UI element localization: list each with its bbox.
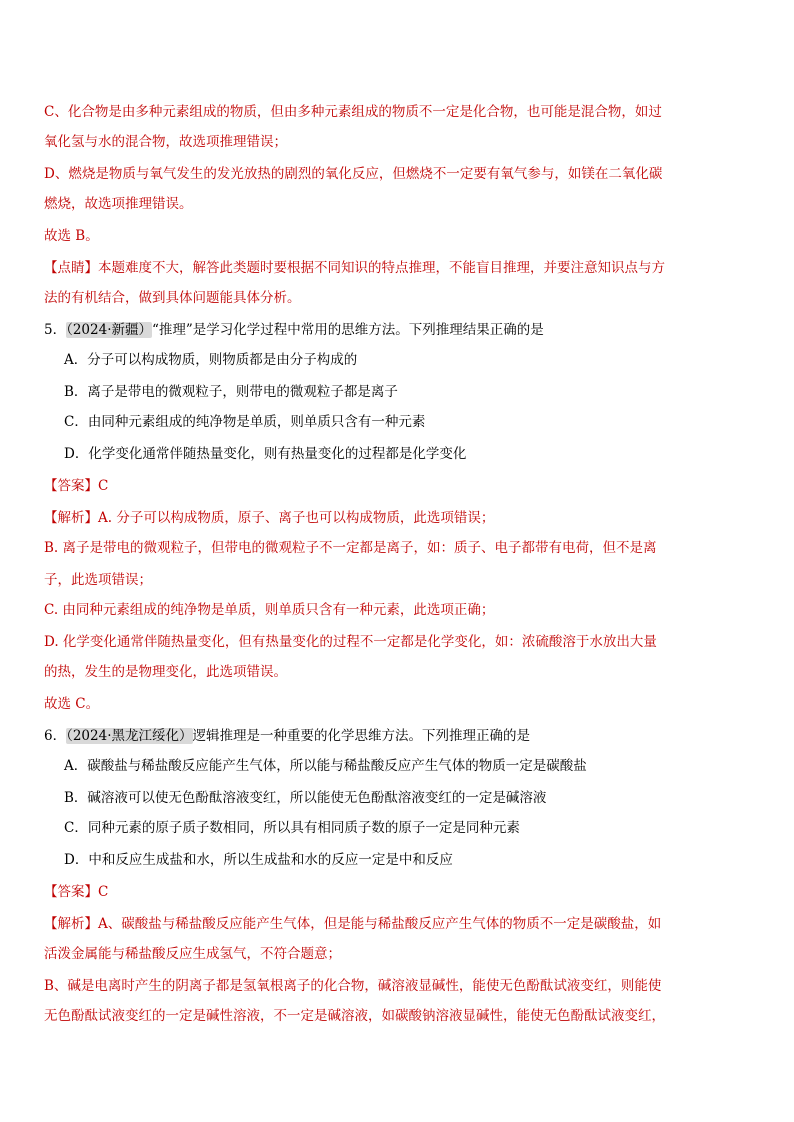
q6-stem: 逻辑推理是一种重要的化学思维方法。下列推理正确的是: [192, 728, 530, 744]
q6-option-a: A．碳酸盐与稀盐酸反应能产生气体，所以能与稀盐酸反应产生气体的物质一定是碳酸盐: [64, 758, 587, 774]
q6-analysis-label: 【解析】: [44, 916, 98, 932]
q5-option-b: B．离子是带电的微观粒子，则带电的微观粒子都是离子: [64, 384, 398, 400]
q5-analysis-label: 【解析】: [44, 510, 98, 526]
prev-comment-line2: 法的有机结合，做到具体问题能具体分析。: [44, 290, 301, 306]
q6-number: 6．: [44, 728, 67, 744]
q5-stem: “推理”是学习化学过程中常用的思维方法。下列推理结果正确的是: [152, 322, 544, 338]
q5-option-a: A．分子可以构成物质，则物质都是由分子构成的: [64, 352, 358, 368]
q5-analysis-d-line2: 的热，发生的是物理变化，此选项错误。: [44, 664, 287, 680]
q6-answer-label: 【答案】: [44, 884, 98, 900]
q5-analysis-a: [44, 508, 494, 528]
q5-source-badge: （2024·新疆）: [66, 322, 152, 338]
q5-stem-line: [44, 320, 544, 340]
q6-stem-line: [44, 726, 530, 746]
q5-analysis-c: C. 由同种元素组成的纯净物是单质，则单质只含有一种元素，此选项正确；: [44, 602, 495, 618]
q5-analysis-b-line1: B. 离子是带电的微观粒子，但带电的微观粒子不一定都是离子，如：质子、电子都带有电荷，但不是离: [44, 540, 657, 556]
q6-analysis-a-text: A、碳酸盐与稀盐酸反应能产生气体，但是能与稀盐酸反应产生气体的物质不一定是碳酸盐，如: [98, 916, 662, 932]
q5-option-c: C．由同种元素组成的纯净物是单质，则单质只含有一种元素: [64, 414, 426, 430]
q6-analysis-b-line2: 无色酚酞试液变红的一定是碱性溶液，不一定是碱溶液，如碳酸钠溶液显碱性，能使无色酚酞试液变红，: [44, 1008, 665, 1024]
q5-analysis-b-line2: 子，此选项错误；: [44, 572, 152, 588]
q6-option-c: C．同种元素的原子质子数相同，所以具有相同质子数的原子一定是同种元素: [64, 820, 520, 836]
q6-option-d: D．中和反应生成盐和水，所以生成盐和水的反应一定是中和反应: [64, 852, 453, 868]
q6-analysis-b-line1: B、碱是电离时产生的阴离子都是氢氧根离子的化合物，碱溶液显碱性，能使无色酚酞试液变红，则能使: [44, 978, 662, 994]
prev-analysis-d-line1: D、燃烧是物质与氧气发生的发光放热的剧烈的氧化反应，但燃烧不一定要有氧气参与，如镁在二氧化碳: [44, 166, 663, 182]
q5-answer-label: 【答案】: [44, 478, 98, 494]
prev-choice: 故选 B。: [44, 228, 99, 244]
q6-analysis-a-line1: [44, 914, 661, 934]
q5-answer-value: C: [98, 478, 109, 494]
q6-answer-value: C: [98, 884, 109, 900]
q5-analysis-d-line1: D. 化学变化通常伴随热量变化，但有热量变化的过程不一定都是化学变化，如：浓硫酸溶于水放出大量: [44, 634, 657, 650]
q6-option-b: B．碱溶液可以使无色酚酞溶液变红，所以能使无色酚酞溶液变红的一定是碱溶液: [64, 790, 547, 806]
q6-analysis-a-line2: 活泼金属能与稀盐酸反应生成氢气，不符合题意；: [44, 946, 341, 962]
q6-answer: [44, 882, 108, 902]
prev-comment-line1: 【点睛】本题难度不大，解答此类题时要根据不同知识的特点推理，不能盲目推理，并要注意知识点与方: [44, 260, 665, 276]
q5-choice: 故选 C。: [44, 696, 100, 712]
prev-analysis-c-line2: 氧化氢与水的混合物，故选项推理错误；: [44, 134, 287, 150]
prev-analysis-c-line1: C、化合物是由多种元素组成的物质，但由多种元素组成的物质不一定是化合物，也可能是混合物，如过: [44, 104, 662, 120]
prev-analysis-d-line2: 燃烧，故选项推理错误。: [44, 196, 193, 212]
q5-number: 5．: [44, 322, 67, 338]
q6-source-badge: （2024·黑龙江绥化）: [66, 728, 193, 744]
q5-option-d: D．化学变化通常伴随热量变化，则有热量变化的过程都是化学变化: [64, 446, 467, 462]
q5-answer: [44, 476, 108, 496]
q5-analysis-a-text: A. 分子可以构成物质，原子、离子也可以构成物质，此选项错误；: [98, 510, 495, 526]
